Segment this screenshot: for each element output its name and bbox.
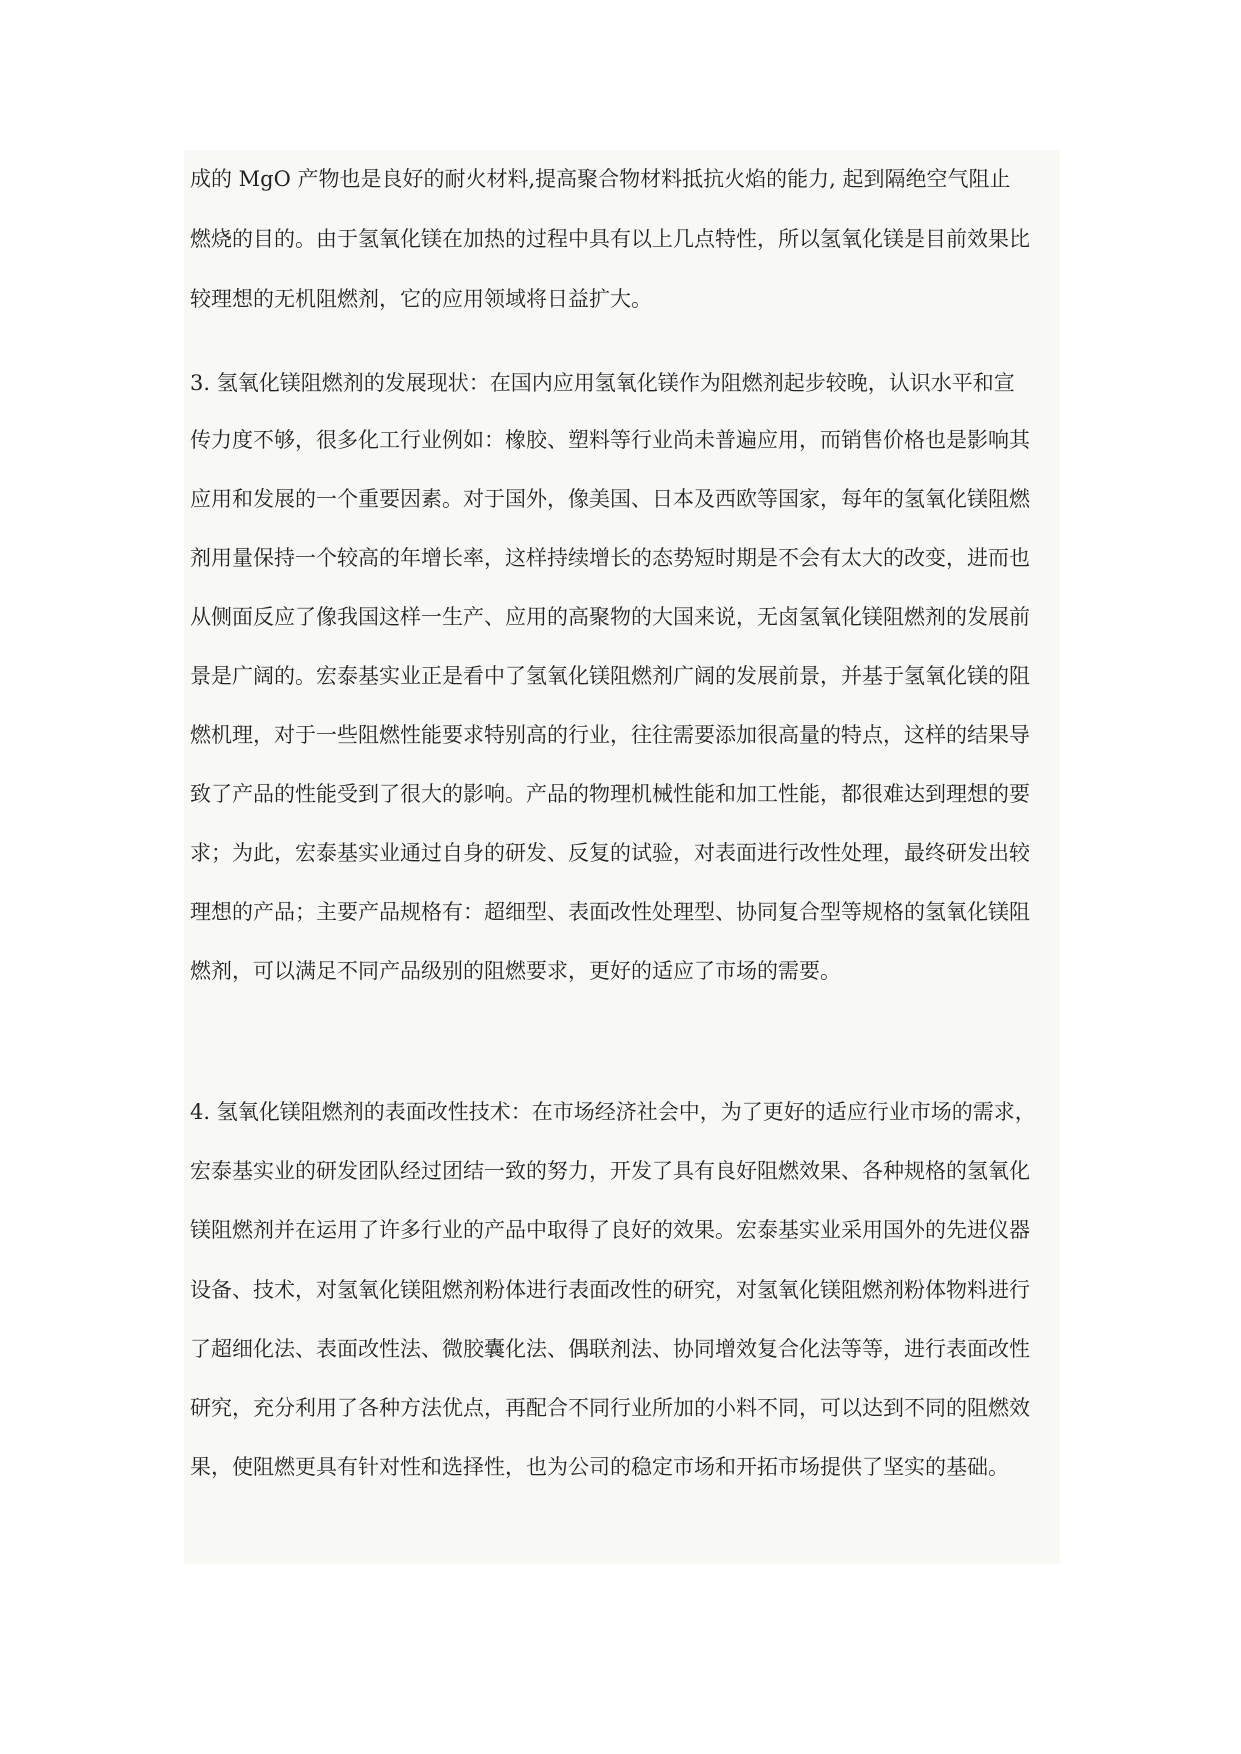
text-line: 景是广阔的。宏泰基实业正是看中了氢氧化镁阻燃剂广阔的发展前景，并基于氢氧化镁的阻	[190, 664, 1030, 688]
text-line: 燃烧的目的。由于氢氧化镁在加热的过程中具有以上几点特性，所以氢氧化镁是目前效果比	[190, 227, 1030, 251]
text-line: 研究，充分利用了各种方法优点，再配合不同行业所加的小料不同，可以达到不同的阻燃效	[190, 1396, 1030, 1420]
text-line: 了超细化法、表面改性法、微胶囊化法、偶联剂法、协同增效复合化法等等，进行表面改性	[190, 1337, 1030, 1361]
text-line: 理想的产品；主要产品规格有：超细型、表面改性处理型、协同复合型等规格的氢氧化镁阻	[190, 900, 1030, 924]
text-line: 从侧面反应了像我国这样一生产、应用的高聚物的大国来说，无卤氢氧化镁阻燃剂的发展前	[190, 605, 1030, 629]
text-line: 4. 氢氧化镁阻燃剂的表面改性技术：在市场经济社会中，为了更好的适应行业市场的需求，	[190, 1100, 1036, 1124]
text-line: 较理想的无机阻燃剂，它的应用领域将日益扩大。	[190, 287, 652, 311]
text-line: 传力度不够，很多化工行业例如：橡胶、塑料等行业尚未普遍应用，而销售价格也是影响其	[190, 428, 1030, 452]
text-line: 应用和发展的一个重要因素。对于国外，像美国、日本及西欧等国家，每年的氢氧化镁阻燃	[190, 487, 1030, 511]
text-line: 求；为此，宏泰基实业通过自身的研发、反复的试验，对表面进行改性处理，最终研发出较	[190, 841, 1030, 865]
text-line: 宏泰基实业的研发团队经过团结一致的努力，开发了具有良好阻燃效果、各种规格的氢氧化	[190, 1159, 1030, 1183]
text-line: 3. 氢氧化镁阻燃剂的发展现状：在国内应用氢氧化镁作为阻燃剂起步较晚，认识水平和宣	[190, 371, 1015, 395]
text-line: 剂用量保持一个较高的年增长率，这样持续增长的态势短时期是不会有太大的改变，进而也	[190, 546, 1030, 570]
text-line: 果，使阻燃更具有针对性和选择性，也为公司的稳定市场和开拓市场提供了坚实的基础。	[190, 1455, 1009, 1479]
text-line: 致了产品的性能受到了很大的影响。产品的物理机械性能和加工性能，都很难达到理想的要	[190, 782, 1030, 806]
text-line: 燃机理，对于一些阻燃性能要求特别高的行业，往往需要添加很高量的特点，这样的结果导	[190, 723, 1030, 747]
text-line: 燃剂，可以满足不同产品级别的阻燃要求，更好的适应了市场的需要。	[190, 959, 841, 983]
text-line: 成的 MgO 产物也是良好的耐火材料,提高聚合物材料抵抗火焰的能力, 起到隔绝空气阻止	[190, 167, 1011, 191]
text-line: 镁阻燃剂并在运用了许多行业的产品中取得了良好的效果。宏泰基实业采用国外的先进仪器	[190, 1218, 1030, 1242]
text-line: 设备、技术，对氢氧化镁阻燃剂粉体进行表面改性的研究，对氢氧化镁阻燃剂粉体物料进行	[190, 1278, 1030, 1302]
